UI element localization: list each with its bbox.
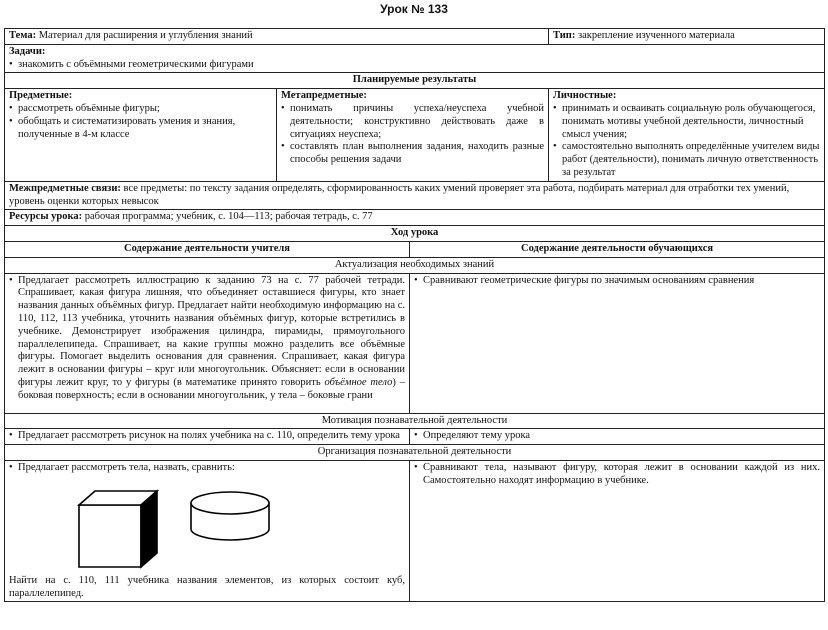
row-plan-header bbox=[5, 73, 825, 89]
predmetnye-item: • обобщать и систематизировать умения и знания, полученные в 4-м классе bbox=[9, 116, 272, 142]
stage1-title: Актуализация необходимых знаний bbox=[5, 257, 825, 273]
figures-area bbox=[9, 475, 405, 575]
predmetnye-label: Предметные: bbox=[9, 90, 73, 102]
zadachi-cell bbox=[5, 44, 825, 73]
row-tema bbox=[5, 29, 825, 45]
stage3-title: Организация познавательной деятельности bbox=[5, 445, 825, 461]
lichnostnye-item: • принимать и осваивать социальную роль обучающегося, понимать мотивы учебной деятельности, личностный смысл учения; bbox=[553, 103, 820, 141]
hod-header: Ход урока bbox=[5, 226, 825, 242]
mezhpredmet-label: Межпредметные связи: bbox=[9, 182, 121, 194]
row-resursy bbox=[5, 210, 825, 226]
lichnostnye-label: Личностные: bbox=[553, 90, 617, 102]
stage3-teacher-after: Найти на с. 110, 111 учебника названия элементов, из которых состоит куб, параллелепипед. bbox=[9, 574, 405, 599]
col-students-header: Содержание деятельности обучающихся bbox=[410, 241, 825, 257]
stage1-students bbox=[410, 273, 825, 413]
resursy-cell bbox=[5, 210, 825, 226]
resursy-value: рабочая программа; учебник, с. 104—113; рабочая тетрадь, с. 77 bbox=[84, 211, 373, 223]
tema-value: Материал для расширения и углубления знаний bbox=[38, 30, 253, 41]
stage2-students-item: • Определяют тему урока bbox=[414, 430, 820, 443]
stage3-teacher-item: • Предлагает рассмотреть тела, назвать, сравнить: bbox=[9, 462, 405, 475]
metapredmetnye-item: • понимать причины успеха/неуспеха учебной деятельности; конструктивно действовать даже в ситуациях неуспеха; bbox=[281, 103, 544, 141]
plan-header: Планируемые результаты bbox=[5, 73, 825, 89]
metapredmetnye-cell bbox=[277, 89, 549, 182]
stage1-teacher-emphasis: объёмное тело bbox=[324, 376, 393, 388]
stage2-teacher bbox=[5, 429, 410, 445]
zadachi-item: • знакомить с объёмными геометрическими фигурами bbox=[9, 59, 820, 72]
mezhpredmet-cell bbox=[5, 181, 825, 210]
tema-label: Тема: bbox=[9, 30, 37, 41]
page-title: Урок № 133 bbox=[380, 2, 448, 16]
row-mezhpredmet bbox=[5, 181, 825, 210]
metapredmetnye-label: Метапредметные: bbox=[281, 90, 367, 102]
stage3-students bbox=[410, 460, 825, 601]
stage1-teacher-item bbox=[9, 275, 405, 403]
tip-cell bbox=[549, 29, 825, 45]
row-stage3 bbox=[5, 460, 825, 601]
lesson-table bbox=[4, 28, 825, 602]
zadachi-label: Задачи: bbox=[9, 45, 46, 57]
lichnostnye-item: • самостоятельно выполнять определённые учителем виды работ (деятельности), понимать личную ответственность за результат bbox=[553, 141, 820, 179]
cube-figure-icon bbox=[79, 491, 157, 567]
stage1-teacher-text-a: Предлагает рассмотреть иллюстрацию к заданию 73 на с. 77 рабочей тетради. Спрашивает, какая фигура лишняя, что объединяет оставшиеся фигуры, кто знает названия данных объёмных фигур. Предлагает найти необходимую информацию на с. 110, 112, 113 учебника, уточнить названия объёмных фигур, которые встретились в учебнике. Демонстрирует изображения цилиндра, пирамиды, прямоугольного параллелепипеда. Спрашивает, на какие группы можно разделить все объёмные фигуры. Помогает выделить основания для сравнения. Спрашивает, какая фигура лежит в основании фигуры – круг или многоугольник. Объясняет: если в основании фигуры лежит круг, то у фигуры (в математике принято говорить bbox=[18, 274, 405, 388]
stage3-teacher bbox=[5, 460, 410, 601]
cylinder-figure-icon bbox=[191, 492, 269, 540]
stage3-students-item: • Сравнивают тела, называют фигуру, которая лежит в основании каждой из них. Самостоятельно находят информацию в учебнике. bbox=[414, 462, 820, 488]
figures-svg bbox=[9, 475, 409, 575]
row-stage2 bbox=[5, 429, 825, 445]
row-columns-header bbox=[5, 241, 825, 257]
metapredmetnye-item: • составлять план выполнения задания, находить разные способы решения задачи bbox=[281, 141, 544, 167]
row-stage2-title bbox=[5, 413, 825, 429]
mezhpredmet-value: все предметы: по тексту задания определять, сформированность каких умений проверяет эта работа, подбирать материал для отработки тех умений, уровень оценки которых невысок bbox=[9, 182, 790, 207]
stage1-teacher bbox=[5, 273, 410, 413]
stage2-students bbox=[410, 429, 825, 445]
row-hod-header bbox=[5, 226, 825, 242]
stage1-teacher-text-b: ) – боковая поверхность; если в основании многоугольник, у тела – боковые грани bbox=[18, 376, 405, 401]
stage2-title: Мотивация познавательной деятельности bbox=[5, 413, 825, 429]
stage2-teacher-item: • Предлагает рассмотреть рисунок на полях учебника на с. 110, определить тему урока bbox=[9, 430, 405, 443]
row-stage3-title bbox=[5, 445, 825, 461]
tip-value: закрепление изученного материала bbox=[577, 30, 735, 41]
row-stage1 bbox=[5, 273, 825, 413]
lichnostnye-cell bbox=[549, 89, 825, 182]
tema-cell bbox=[5, 29, 549, 45]
predmetnye-cell bbox=[5, 89, 277, 182]
row-results bbox=[5, 89, 825, 182]
predmetnye-item: • рассмотреть объёмные фигуры; bbox=[9, 103, 272, 116]
resursy-label: Ресурсы урока: bbox=[9, 211, 83, 223]
tip-label: Тип: bbox=[553, 30, 576, 41]
col-teacher-header: Содержание деятельности учителя bbox=[5, 241, 410, 257]
row-stage1-title bbox=[5, 257, 825, 273]
row-zadachi bbox=[5, 44, 825, 73]
stage1-students-item: • Сравнивают геометрические фигуры по значимым основаниям сравнения bbox=[414, 275, 820, 288]
